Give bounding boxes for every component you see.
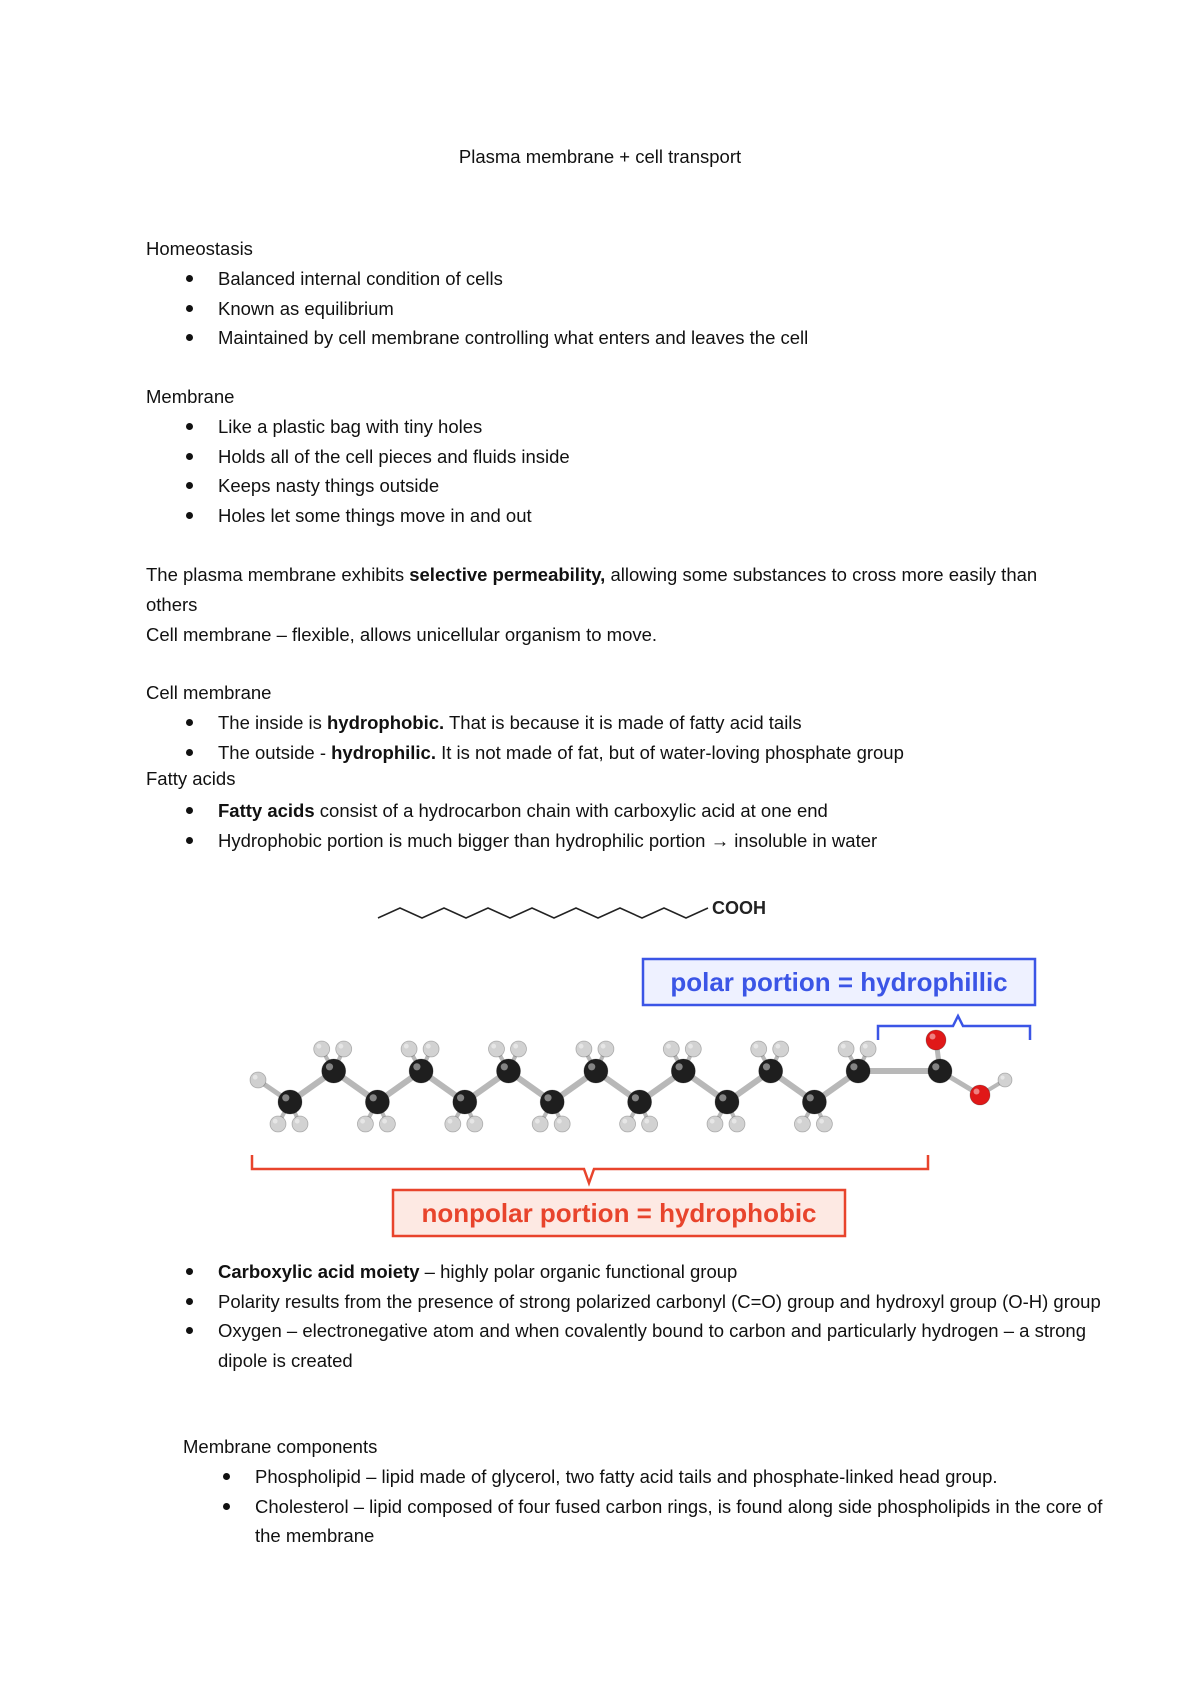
hydrogen-atom [576, 1041, 592, 1057]
membrane-components-heading: Membrane components [183, 1436, 378, 1457]
atom-highlight [819, 1119, 824, 1124]
hydrogen-atom [336, 1041, 352, 1057]
atom-highlight [588, 1063, 595, 1070]
carbon-atom [584, 1059, 608, 1083]
hydrogen-atom [423, 1041, 439, 1057]
atom-highlight [601, 1044, 606, 1049]
hydrogen-atom [751, 1041, 767, 1057]
atom-highlight [382, 1119, 387, 1124]
nonpolar-label: nonpolar portion = hydrophobic [421, 1198, 817, 1228]
flexible-paragraph: Cell membrane – flexible, allows unicellular organism to move. [146, 624, 658, 645]
carbon-atom [846, 1059, 870, 1083]
hydrogen-atom [816, 1116, 832, 1132]
bullet-icon [186, 1327, 193, 1334]
list-item: Hydrophobic portion is much bigger than hydrophilic portion → insoluble in water [146, 826, 877, 856]
hydrogen-atom [379, 1116, 395, 1132]
atom-highlight [841, 1044, 846, 1049]
list-item: Fatty acids consist of a hydrocarbon chain with carboxylic acid at one end [146, 796, 877, 826]
atom-highlight [622, 1119, 627, 1124]
page-title: Plasma membrane + cell transport [458, 146, 742, 167]
hydrogen-atom [663, 1041, 679, 1057]
bullet-icon [186, 1298, 193, 1305]
atom-highlight [797, 1119, 802, 1124]
carbon-atom [671, 1059, 695, 1083]
hydrogen-atom [511, 1041, 527, 1057]
atom-highlight [776, 1044, 781, 1049]
carbon-atom [365, 1090, 389, 1114]
list-item: Polarity results from the presence of strong polarized carbonyl (C=O) group and hydroxyl group (O-H) group [146, 1287, 1106, 1317]
hydrogen-atom [292, 1116, 308, 1132]
hydrogen-atom [554, 1116, 570, 1132]
carboxylic-list [146, 1257, 1106, 1375]
list-item: Carboxylic acid moiety – highly polar organic functional group [146, 1257, 1106, 1287]
list-item: Maintained by cell membrane controlling what enters and leaves the cell [146, 323, 808, 353]
hydrogen-atom [642, 1116, 658, 1132]
fatty-acids-heading: Fatty acids [146, 768, 236, 789]
atom-highlight [644, 1119, 649, 1124]
atom-highlight [710, 1119, 715, 1124]
ball-and-stick-molecule [250, 1030, 1012, 1132]
atom-highlight [535, 1119, 540, 1124]
cooh-label: COOH [712, 898, 766, 918]
membrane-heading: Membrane [146, 386, 235, 407]
atom-highlight [513, 1044, 518, 1049]
list-item: Holds all of the cell pieces and fluids inside [146, 442, 570, 472]
atom-highlight [688, 1044, 693, 1049]
atom-highlight [448, 1119, 453, 1124]
hydrogen-atom [401, 1041, 417, 1057]
carbon-atom [497, 1059, 521, 1083]
carbon-atom [409, 1059, 433, 1083]
carbon-atom [628, 1090, 652, 1114]
oxygen-atom [926, 1030, 946, 1050]
hydrogen-atom [773, 1041, 789, 1057]
hydrogen-atom [357, 1116, 373, 1132]
atom-highlight [404, 1044, 409, 1049]
list-item: Phospholipid – lipid made of glycerol, two fatty acid tails and phosphate-linked head group. [183, 1462, 1103, 1492]
atom-highlight [863, 1044, 868, 1049]
atom-highlight [579, 1044, 584, 1049]
hydrogen-atom [620, 1116, 636, 1132]
polar-brace [878, 1016, 1030, 1040]
atom-highlight [719, 1094, 726, 1101]
atom-highlight [632, 1094, 639, 1101]
atom-highlight [413, 1063, 420, 1070]
polar-label: polar portion = hydrophillic [670, 967, 1008, 997]
atom-highlight [282, 1094, 289, 1101]
atom-highlight [253, 1075, 258, 1080]
nonpolar-brace [252, 1155, 928, 1183]
atom-highlight [317, 1044, 322, 1049]
carbon-atom [453, 1090, 477, 1114]
atom-highlight [666, 1044, 671, 1049]
carbon-atom [278, 1090, 302, 1114]
membrane-components-list [183, 1462, 1103, 1551]
selective-permeability-paragraph: The plasma membrane exhibits selective permeability, allowing some substances to cross more easily than others [146, 564, 1038, 615]
atom-highlight [850, 1063, 857, 1070]
cell-membrane-heading: Cell membrane [146, 682, 272, 703]
hydrogen-atom [250, 1072, 266, 1088]
carbon-atom [802, 1090, 826, 1114]
atom-highlight [457, 1094, 464, 1101]
atom-highlight [932, 1063, 939, 1070]
atom-highlight [501, 1063, 508, 1070]
bullet-icon [223, 1473, 230, 1480]
hydrogen-atom [270, 1116, 286, 1132]
atom-highlight [426, 1044, 431, 1049]
atom-highlight [732, 1119, 737, 1124]
atom-highlight [930, 1034, 936, 1040]
list-item: The inside is hydrophobic. That is because it is made of fatty acid tails [146, 708, 904, 738]
hydrogen-atom [489, 1041, 505, 1057]
hydrocarbon-zigzag [378, 908, 708, 918]
list-item: The outside - hydrophilic. It is not made of fat, but of water-loving phosphate group [146, 738, 904, 768]
bullet-icon [186, 1268, 193, 1275]
atom-highlight [754, 1044, 759, 1049]
atom-highlight [339, 1044, 344, 1049]
hydrogen-atom [314, 1041, 330, 1057]
list-item: Oxygen – electronegative atom and when covalently bound to carbon and particularly hydrogen – a strong dipole is created [146, 1316, 1106, 1375]
carbon-atom [322, 1059, 346, 1083]
bullet-icon [223, 1503, 230, 1510]
list-item: Balanced internal condition of cells [146, 264, 808, 294]
hydrogen-atom [860, 1041, 876, 1057]
hydrogen-atom [729, 1116, 745, 1132]
atom-highlight [273, 1119, 278, 1124]
hydrogen-atom [445, 1116, 461, 1132]
hydrogen-atom [998, 1073, 1012, 1087]
carbon-atom [928, 1059, 952, 1083]
list-item: Like a plastic bag with tiny holes [146, 412, 570, 442]
hydrogen-atom [838, 1041, 854, 1057]
carbon-atom [759, 1059, 783, 1083]
atom-highlight [470, 1119, 475, 1124]
atom-highlight [326, 1063, 333, 1070]
atom-highlight [491, 1044, 496, 1049]
oxygen-atom [970, 1085, 990, 1105]
carbon-atom [540, 1090, 564, 1114]
list-item: Keeps nasty things outside [146, 471, 570, 501]
carbon-atom [715, 1090, 739, 1114]
list-item: Holes let some things move in and out [146, 501, 570, 531]
atom-highlight [544, 1094, 551, 1101]
hydrogen-atom [532, 1116, 548, 1132]
atom-highlight [1000, 1075, 1004, 1079]
atom-highlight [360, 1119, 365, 1124]
hydrogen-atom [685, 1041, 701, 1057]
atom-highlight [295, 1119, 300, 1124]
atom-highlight [557, 1119, 562, 1124]
atom-highlight [763, 1063, 770, 1070]
hydrogen-atom [794, 1116, 810, 1132]
homeostasis-heading: Homeostasis [146, 238, 253, 259]
list-item: Known as equilibrium [146, 294, 808, 324]
list-item: Cholesterol – lipid composed of four fused carbon rings, is found along side phospholipids in the core of the membrane [183, 1492, 1103, 1551]
atom-highlight [676, 1063, 683, 1070]
atom-highlight [370, 1094, 377, 1101]
hydrogen-atom [598, 1041, 614, 1057]
hydrogen-atom [707, 1116, 723, 1132]
atom-highlight [807, 1094, 814, 1101]
atom-highlight [974, 1089, 980, 1095]
hydrogen-atom [467, 1116, 483, 1132]
